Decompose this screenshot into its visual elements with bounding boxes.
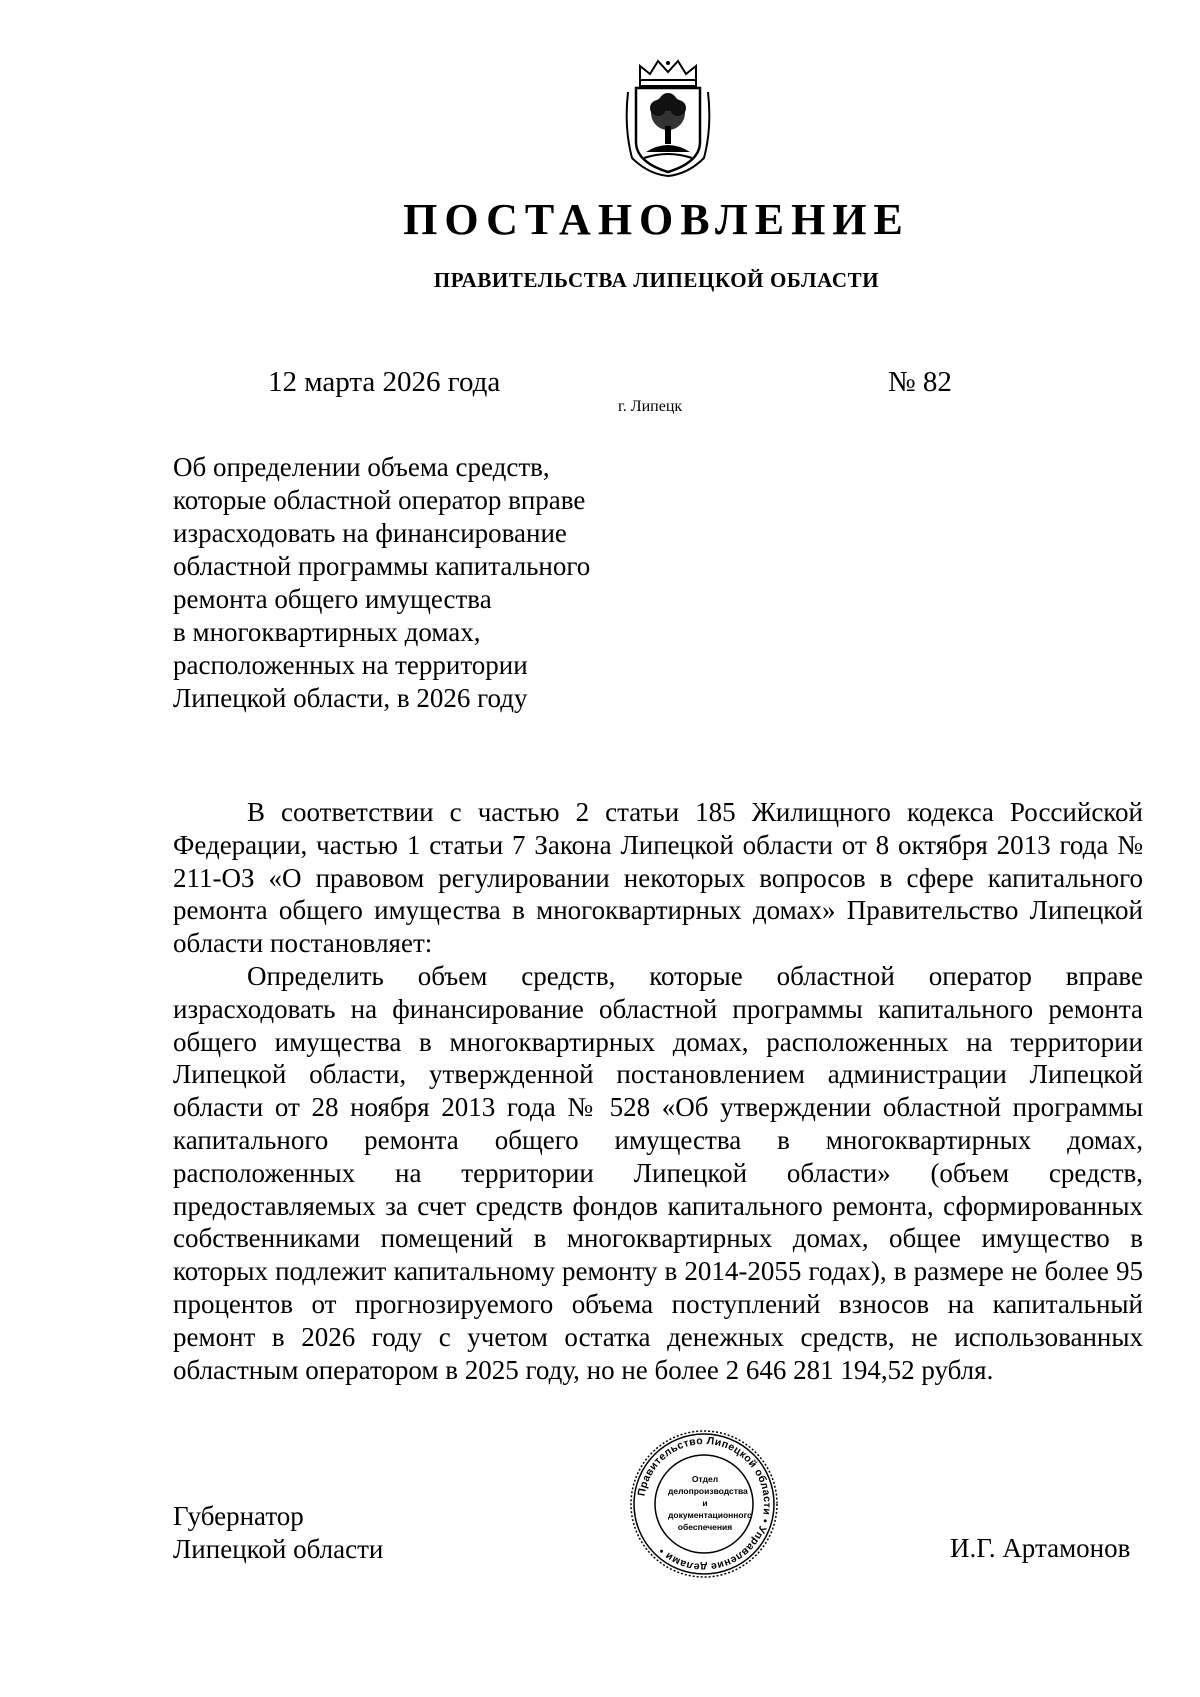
document-body <box>173 796 1143 1386</box>
signatory-position <box>173 1500 383 1566</box>
document-subject <box>173 451 733 715</box>
subject-line: расположенных на территории <box>173 650 528 680</box>
stamp-outer-text: Правительство Липецкой области • Управление делами • <box>635 1434 774 1574</box>
stamp-inner-line: документационного <box>668 1510 753 1520</box>
coat-of-arms-emblem <box>622 58 714 178</box>
subject-line: ремонта общего имущества <box>173 584 492 614</box>
document-date: 12 марта 2026 года <box>268 366 501 398</box>
subject-line: Об определении объема средств, <box>173 452 550 482</box>
document-number: № 82 <box>888 366 952 398</box>
subject-line: в многоквартирных домах, <box>173 617 481 647</box>
stamp-inner-line: делопроизводства и <box>668 1486 748 1508</box>
document-subtitle: ПРАВИТЕЛЬСТВА ЛИПЕЦКОЙ ОБЛАСТИ <box>433 268 880 292</box>
subject-line: израсходовать на финансирование <box>173 518 567 548</box>
signatory-name: И.Г. Артамонов <box>950 1533 1131 1563</box>
body-paragraph-preamble: В соответствии с частью 2 статьи 185 Жилищного кодекса Российской Федерации, частью 1 статьи 7 Закона Липецкой области от 8 октября 2013 года № 211-ОЗ «О правовом регулировании некоторых вопросов в сфере капитального ремонта общего имущества в многоквартирных домах» Правительство Липецкой области постановляет: <box>173 797 1143 959</box>
signatory-position-line: Губернатор <box>173 1501 304 1531</box>
subject-line: которые областной оператор вправе <box>173 485 586 515</box>
stamp-inner-text <box>668 1473 753 1533</box>
subject-line: областной программы капитального <box>173 551 591 581</box>
stamp-inner-line: Отдел <box>691 1474 719 1484</box>
document-title: ПОСТАНОВЛЕНИЕ <box>403 195 910 244</box>
body-paragraph-resolution: Определить объем средств, которые областной оператор вправе израсходовать на финансирование областной программы капитального ремонта общего имущества в многоквартирных домах, расположенных на территории Липецкой области, утвержденной постановлением администрации Липецкой области от 28 ноября 2013 года № 528 «Об утверждении областной программы капитального ремонта общего имущества в многоквартирных домах, расположенных на территории Липецкой области» (объем средств, предоставляемых за счет средств фондов капитального ремонта, сформированных собственниками помещений в многоквартирных домах, общее имущество в которых подлежит капитальному ремонту в 2014-2055 годах), в размере не более 95 процентов от прогнозируемого объема поступлений взносов на капитальный ремонт в 2026 году с учетом остатка денежных средств, не использованных областным оператором в 2025 году, но не более 2 646 281 194,52 рубля. <box>173 960 1143 1385</box>
document-city: г. Липецк <box>618 398 683 415</box>
subject-line: Липецкой области, в 2026 году <box>173 683 528 713</box>
stamp-inner-line: обеспечения <box>677 1522 733 1532</box>
signatory-position-line: Липецкой области <box>173 1534 384 1564</box>
